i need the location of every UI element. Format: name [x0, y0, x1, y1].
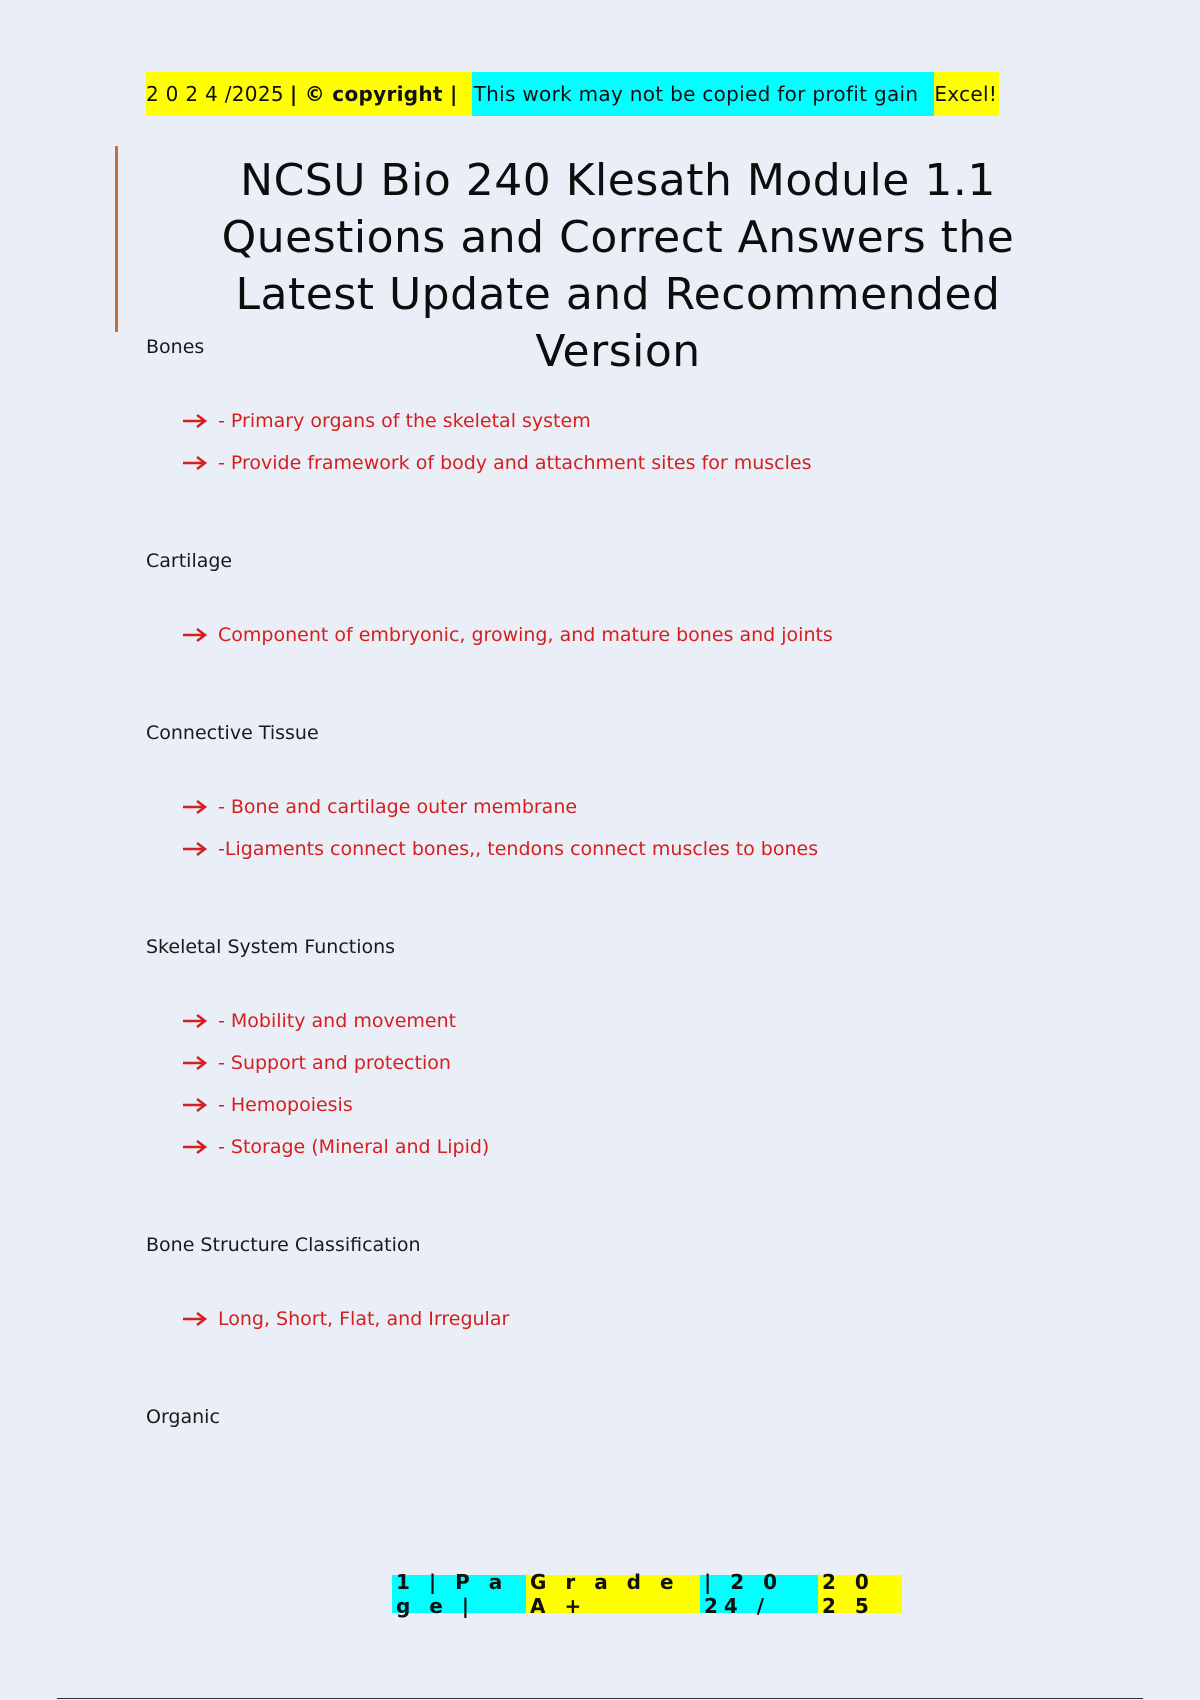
- answer-item: [182, 1126, 1096, 1168]
- answer-text: - Support and protection: [218, 1052, 451, 1074]
- right-arrow-icon: [182, 623, 210, 648]
- answer-list: [182, 614, 1096, 656]
- right-arrow-icon: [182, 1307, 210, 1332]
- header-excel: Excel!: [934, 72, 999, 116]
- question-heading: Organic: [146, 1406, 220, 1428]
- answer-text: - Primary organs of the skeletal system: [218, 410, 591, 432]
- bottom-rule: [57, 1698, 1143, 1699]
- header-spacer: [458, 72, 472, 116]
- question-heading: Cartilage: [146, 550, 233, 572]
- question-heading: Skeletal System Functions: [146, 936, 396, 958]
- footer-year-b: 2 0 2 5: [818, 1575, 902, 1613]
- answer-item: [182, 442, 1096, 484]
- answer-text: - Storage (Mineral and Lipid): [218, 1136, 490, 1158]
- qa-section: [146, 330, 1096, 484]
- answer-list: [182, 786, 1096, 870]
- answer-text: -Ligaments connect bones,, tendons connect muscles to bones: [218, 838, 819, 860]
- qa-section: [146, 544, 1096, 656]
- answer-item: [182, 828, 1096, 870]
- answer-list: [182, 1000, 1096, 1168]
- question-heading: Bones: [146, 336, 205, 358]
- right-arrow-icon: [182, 1009, 210, 1034]
- qa-section: [146, 1228, 1096, 1340]
- answer-text: Long, Short, Flat, and Irregular: [218, 1308, 510, 1330]
- page-title: NCSU Bio 240 Klesath Module 1.1 Questions and Correct Answers the Latest Update and Recommended Version: [221, 155, 1015, 377]
- header-copyright: | © copyright |: [284, 72, 458, 116]
- answer-list: [182, 1298, 1096, 1340]
- answer-item: [182, 1298, 1096, 1340]
- footer-grade: G r a d e A +: [526, 1575, 700, 1613]
- footer-year-a: | 2 0 24 /: [700, 1575, 818, 1613]
- right-arrow-icon: [182, 1135, 210, 1160]
- answer-item: [182, 400, 1096, 442]
- question-heading: Bone Structure Classification: [146, 1234, 421, 1256]
- right-arrow-icon: [182, 1051, 210, 1076]
- answer-text: - Mobility and movement: [218, 1010, 457, 1032]
- header-year: 2 0 2 4 /2025: [146, 72, 284, 116]
- answer-text: - Hemopoiesis: [218, 1094, 353, 1116]
- right-arrow-icon: [182, 409, 210, 434]
- answer-text: - Provide framework of body and attachment sites for muscles: [218, 452, 812, 474]
- question-heading: Connective Tissue: [146, 722, 319, 744]
- answer-item: [182, 786, 1096, 828]
- header-banner: [146, 72, 999, 116]
- qa-section: [146, 930, 1096, 1168]
- footer-banner: [392, 1570, 902, 1618]
- answer-text: Component of embryonic, growing, and mature bones and joints: [218, 624, 833, 646]
- answer-list: [182, 400, 1096, 484]
- answer-item: [182, 614, 1096, 656]
- answer-item: [182, 1000, 1096, 1042]
- document-content: [146, 330, 1096, 1434]
- qa-section: [146, 1400, 1096, 1434]
- right-arrow-icon: [182, 795, 210, 820]
- footer-page: 1 | P a g e |: [392, 1575, 526, 1613]
- right-arrow-icon: [182, 837, 210, 862]
- header-notice: This work may not be copied for profit gain: [472, 72, 935, 116]
- answer-item: [182, 1084, 1096, 1126]
- answer-item: [182, 1042, 1096, 1084]
- qa-section: [146, 716, 1096, 870]
- answer-text: - Bone and cartilage outer membrane: [218, 796, 578, 818]
- right-arrow-icon: [182, 1093, 210, 1118]
- right-arrow-icon: [182, 451, 210, 476]
